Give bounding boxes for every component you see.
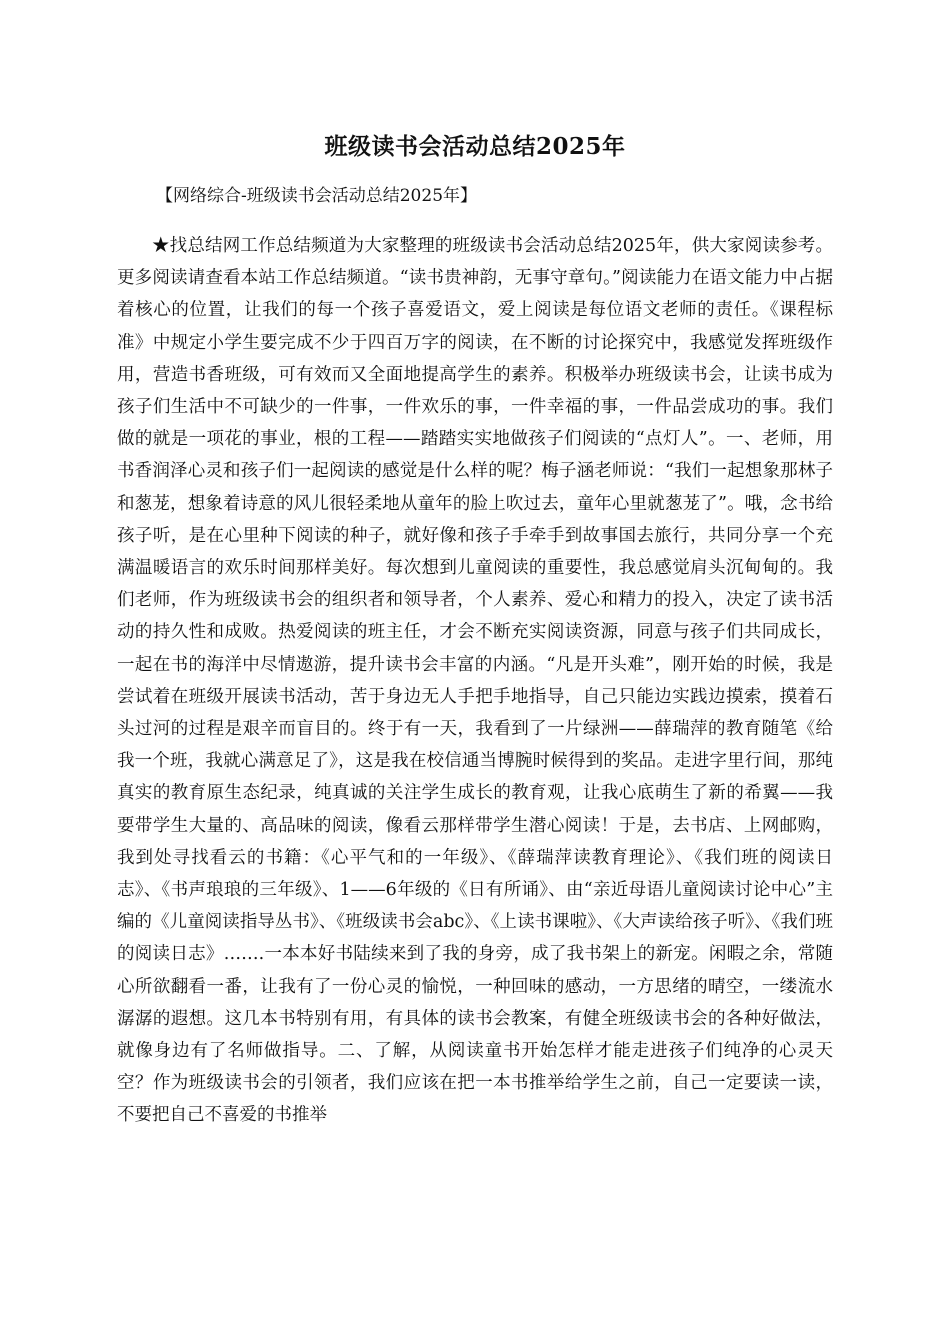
source-line: 【网络综合-班级读书会活动总结2025年】 [156, 186, 478, 206]
page-title: 班级读书会活动总结2025年 [324, 133, 626, 161]
body-paragraph: ★找总结网工作总结频道为大家整理的班级读书会活动总结2025年，供大家阅读参考。更多阅读请查看本站工作总结频道。“读书贵神韵，无事守章句。”阅读能力在语文能力中占据着核心的位置，让我们的每一个孩子喜爱语文，爱上阅读是每位语文老师的责任。《课程标准》中规定小学生要完成不少于四百万字的阅读，在不断的讨论探究中，我感觉发挥班级作用，营造书香班级，可有效而又全面地提高学生的素养。积极举办班级读书会，让读书成为孩子们生活中不可缺少的一件事，一件欢乐的事，一件幸福的事，一件品尝成功的事。我们做的就是一项花的事业，根的工程——踏踏实实地做孩子们阅读的“点灯人”。一、老师，用书香润泽心灵和孩子们一起阅读的感觉是什么样的呢？梅子涵老师说：“我们一起想象那林子和葱茏，想象着诗意的风儿很轻柔地从童年的脸上吹过去，童年心里就葱茏了”。哦，念书给孩子听，是在心里种下阅读的种子，就好像和孩子手牵手到故事国去旅行，共同分享一个充满温暖语言的欢乐时间那样美好。每次想到儿童阅读的重要性，我总感觉肩头沉甸甸的。我们老师，作为班级读书会的组织者和领导者，个人素养、爱心和精力的投入，决定了读书活动的持久性和成败。热爱阅读的班主任，才会不断充实阅读资源，同意与孩子们共同成长，一起在书的海洋中尽情遨游，提升读书会丰富的内涵。“凡是开头难”，刚开始的时候，我是尝试着在班级开展读书活动，苦于身边无人手把手地指导，自己只能边实践边摸索，摸着石头过河的过程是艰辛而盲目的。终于有一天，我看到了一片绿洲——薛瑞萍的教育随笔《给我一个班，我就心满意足了》，这是我在校信通当博腕时候得到的奖品。走进字里行间，那纯真实的教育原生态纪录，纯真诚的关注学生成长的教育观，让我心底萌生了新的希翼——我要带学生大量的、高品味的阅读，像看云那样带学生潜心阅读！于是，去书店、上网邮购，我到处寻找看云的书籍：《心平气和的一年级》、《薛瑞萍读教育理论》、《我们班的阅读日志》、《书声琅琅的三年级》、1——6年级的《日有所诵》、由“亲近母语儿童阅读讨论中心”主编的《儿童阅读指导丛书》、《班级读书会abc》、《上读书课啦》、《大声读给孩子听》、《我们班的阅读日志》…….一本本好书陆续来到了我的身旁，成了我书架上的新宠。闲暇之余，常随心所欲翻看一番，让我有了一份心灵的愉悦，一种回味的感动，一方思绪的晴空，一缕流水潺潺的遐想。这几本书特别有用，有具体的读书会教案，有健全班级读书会的各种好做法，就像身边有了名师做指导。二、了解，从阅读童书开始怎样才能走进孩子们纯净的心灵天空？作为班级读书会的引领者，我们应该在把一本书推举给学生之前，自己一定要读一读，不要把自己不喜爱的书推举 [117, 236, 833, 1126]
